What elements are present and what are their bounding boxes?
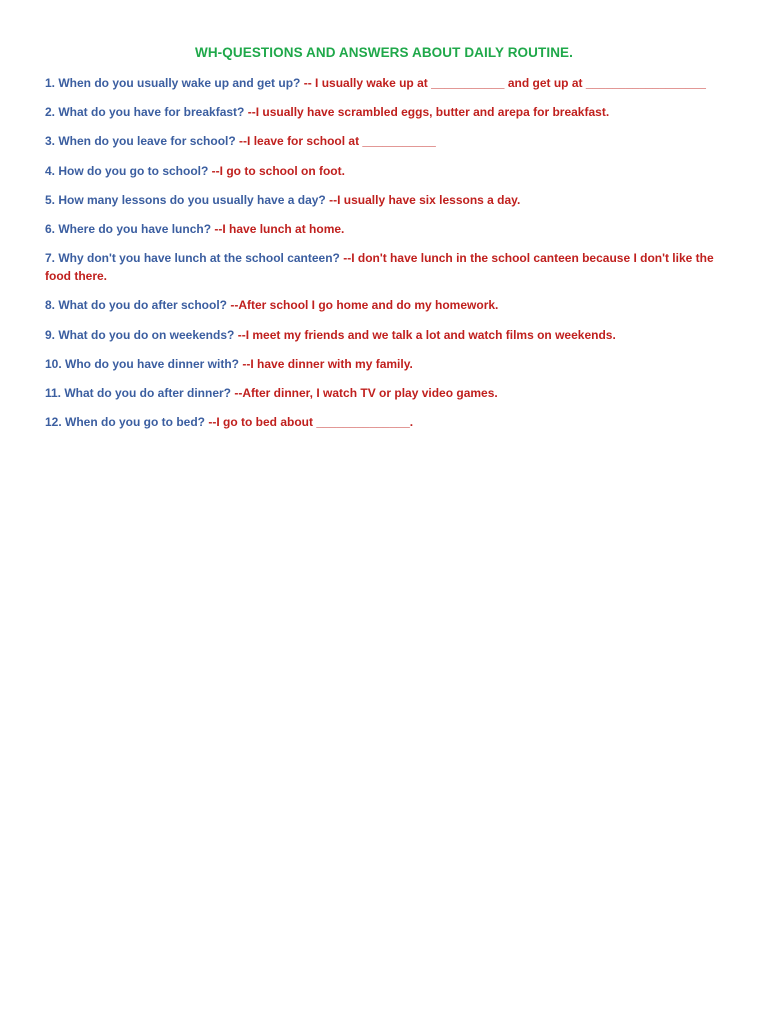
separator: -- bbox=[208, 163, 220, 178]
qa-item-5 bbox=[45, 191, 725, 209]
answer-text: I go to bed about ______________. bbox=[216, 415, 414, 430]
question-text: 4. How do you go to school? bbox=[45, 163, 209, 178]
qa-item-1 bbox=[45, 74, 725, 92]
separator: -- bbox=[205, 415, 217, 430]
qa-item-7 bbox=[45, 249, 725, 285]
answer-text: I go to school on foot. bbox=[219, 163, 345, 178]
question-text: 9. What do you do on weekends? bbox=[45, 327, 235, 342]
answer-text: After school I go home and do my homework. bbox=[238, 298, 499, 313]
question-text: 5. How many lessons do you usually have a day? bbox=[45, 192, 326, 207]
qa-item-3 bbox=[45, 132, 725, 150]
answer-text: After dinner, I watch TV or play video games. bbox=[242, 385, 498, 400]
qa-item-2 bbox=[45, 103, 725, 121]
answer-text: I have dinner with my family. bbox=[250, 356, 413, 371]
separator: -- bbox=[325, 192, 338, 207]
question-text: 1. When do you usually wake up and get up? bbox=[45, 76, 301, 90]
answer-text: I usually have six lessons a day. bbox=[337, 192, 521, 207]
answer-text: I don't have lunch in the school canteen because I don't like the food there. bbox=[45, 251, 714, 284]
question-text: 2. What do you have for breakfast? bbox=[45, 105, 245, 120]
separator: -- bbox=[227, 298, 239, 313]
answer-text: I usually wake up at ___________ and get up at __________________ bbox=[315, 76, 706, 90]
qa-item-10 bbox=[45, 355, 725, 373]
separator: -- bbox=[239, 356, 251, 371]
separator: -- bbox=[300, 76, 316, 90]
separator: -- bbox=[235, 134, 248, 149]
separator: -- bbox=[211, 221, 223, 236]
separator: -- bbox=[244, 105, 256, 120]
question-text: 11. What do you do after dinner? bbox=[45, 385, 232, 400]
separator: -- bbox=[339, 251, 352, 266]
question-text: 7. Why don't you have lunch at the school canteen? bbox=[45, 251, 340, 266]
answer-text: I usually have scrambled eggs, butter and arepa for breakfast. bbox=[255, 105, 610, 120]
qa-item-12 bbox=[45, 413, 725, 431]
qa-list bbox=[45, 74, 725, 442]
qa-item-8 bbox=[45, 296, 725, 314]
qa-item-11 bbox=[45, 384, 725, 402]
separator: -- bbox=[234, 327, 246, 342]
question-text: 12. When do you go to bed? bbox=[45, 415, 205, 430]
page-title: WH-QUESTIONS AND ANSWERS ABOUT DAILY ROUTINE. bbox=[194, 45, 573, 60]
answer-text: I meet my friends and we talk a lot and watch films on weekends. bbox=[245, 327, 616, 342]
answer-text: I leave for school at ___________ bbox=[247, 134, 436, 149]
qa-item-6 bbox=[45, 220, 725, 238]
separator: -- bbox=[231, 385, 243, 400]
question-text: 8. What do you do after school? bbox=[45, 298, 228, 313]
qa-item-9 bbox=[45, 326, 725, 344]
question-text: 10. Who do you have dinner with? bbox=[45, 356, 240, 371]
qa-item-4 bbox=[45, 162, 725, 180]
question-text: 3. When do you leave for school? bbox=[45, 134, 236, 149]
answer-text: I have lunch at home. bbox=[222, 221, 345, 236]
question-text: 6. Where do you have lunch? bbox=[45, 221, 212, 236]
